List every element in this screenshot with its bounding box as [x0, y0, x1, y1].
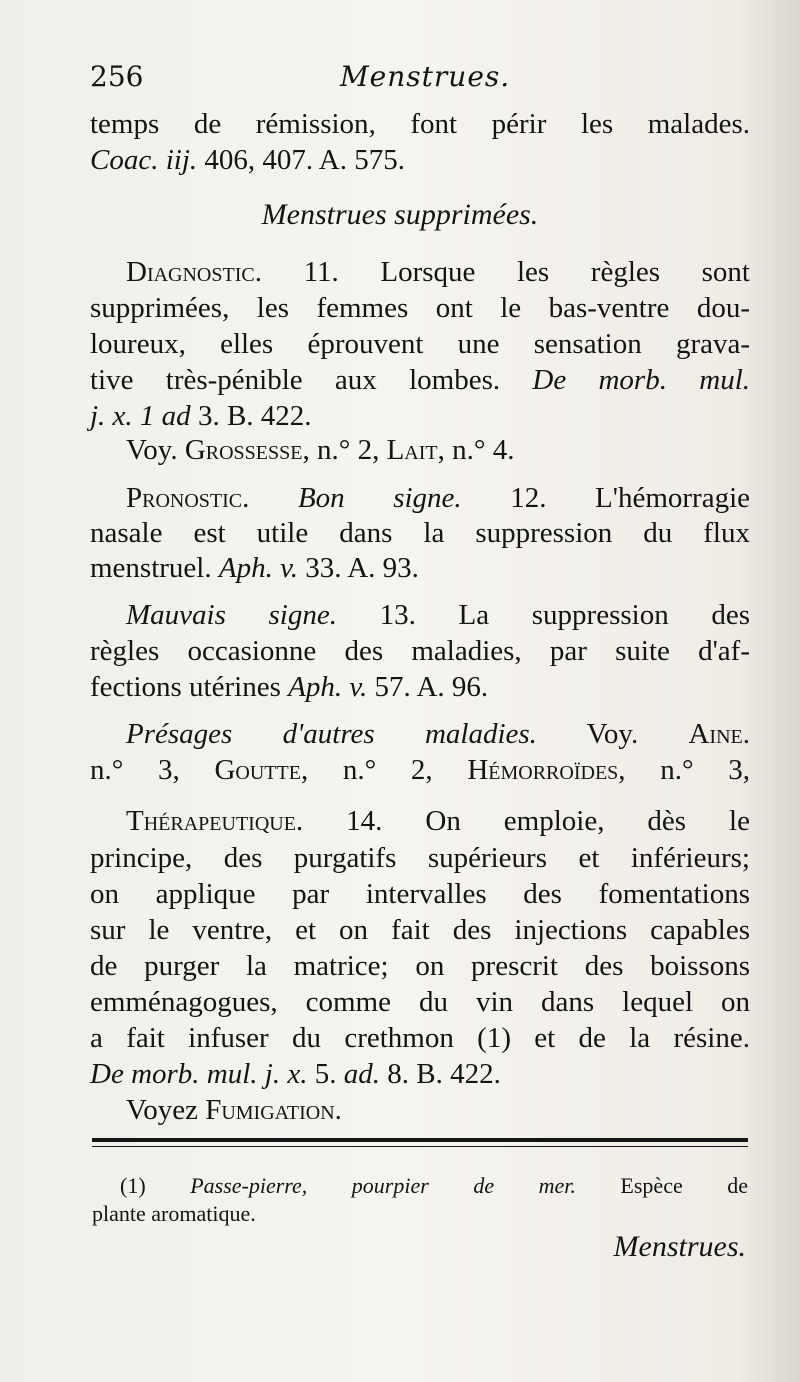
text-line: on applique par intervalles des fomentations	[90, 878, 750, 910]
text-line: Pronostic. Bon signe. 12. L'hémorragie	[126, 482, 750, 514]
sign-label: Bon signe.	[297, 482, 462, 514]
footnote-rule	[92, 1138, 748, 1142]
page-number: 256	[90, 60, 144, 93]
text-line: Voyez Fumigation.	[126, 1094, 342, 1126]
text-line: emménagogues, comme du vin dans lequel on	[90, 986, 750, 1018]
paragraph-label: Diagnostic.	[126, 256, 262, 288]
citation: De morb. mul. j. x.	[90, 1058, 308, 1090]
text-line: tive très-pénible aux lombes. De morb. mul.	[90, 364, 750, 396]
sign-label: Présages d'autres maladies.	[126, 718, 537, 750]
cross-reference: Fumigation	[205, 1094, 335, 1126]
paragraph-label: Thérapeutique.	[126, 805, 304, 837]
citation: Aph. v.	[288, 671, 368, 703]
text-line: loureux, elles éprouvent une sensation grava-	[90, 328, 750, 360]
text-line: nasale est utile dans la suppression du flux	[90, 517, 750, 549]
text-line: Voy. Grossesse, n.° 2, Lait, n.° 4.	[126, 434, 515, 466]
citation: Coac. iij.	[90, 144, 198, 176]
running-title: Menstrues.	[340, 60, 511, 93]
text-line: de purger la matrice; on prescrit des boissons	[90, 950, 750, 982]
text-line: temps de rémission, font périr les malades.	[90, 108, 750, 140]
text-line: menstruel. Aph. v. 33. A. 93.	[90, 552, 419, 584]
cross-reference: Aine	[688, 718, 743, 750]
text-line: Diagnostic. 11. Lorsque les règles sont	[126, 256, 750, 288]
citation: De morb. mul.	[532, 364, 750, 396]
text-line: n.° 3, Goutte, n.° 2, Hémorroïdes, n.° 3,	[90, 754, 750, 786]
page-header	[90, 60, 750, 100]
text-line: Thérapeutique. 14. On emploie, dès le	[126, 805, 750, 837]
text-line: De morb. mul. j. x. 5. ad. 8. B. 422.	[90, 1058, 501, 1090]
footnote-rule-thin	[92, 1146, 748, 1147]
text-line: Coac. iij. 406, 407. A. 575.	[90, 144, 405, 176]
text-line: principe, des purgatifs supérieurs et inférieurs;	[90, 842, 750, 874]
cross-reference: Lait	[386, 434, 438, 466]
footnote-line: plante aromatique.	[92, 1201, 256, 1226]
text-line: sur le ventre, et on fait des injections capables	[90, 914, 750, 946]
citation: j. x. 1 ad	[90, 400, 191, 432]
text-line: règles occasionne des maladies, par suite d'af-	[90, 635, 750, 667]
cross-reference: Grossesse	[184, 434, 303, 466]
footnote-term: Passe-pierre, pourpier de mer.	[190, 1173, 576, 1198]
section-heading: Menstrues supprimées.	[261, 198, 539, 231]
catchword: Menstrues.	[613, 1230, 746, 1263]
cross-reference: Goutte	[214, 754, 301, 786]
footnote-line: (1) Passe-pierre, pourpier de mer. Espèce de	[120, 1173, 749, 1198]
text-line: Mauvais signe. 13. La suppression des	[126, 599, 750, 631]
text-line: a fait infuser du crethmon (1) et de la résine.	[90, 1022, 750, 1054]
cross-reference: Hémorroïdes	[467, 754, 619, 786]
citation: Aph. v.	[218, 552, 299, 584]
text-line: fections utérines Aph. v. 57. A. 96.	[90, 671, 489, 703]
sign-label: Mauvais signe.	[126, 599, 337, 631]
text-line: supprimées, les femmes ont le bas-ventre dou-	[90, 292, 750, 324]
paragraph-label: Pronostic.	[126, 482, 250, 514]
text-line: j. x. 1 ad 3. B. 422.	[90, 400, 312, 432]
text-line: Présages d'autres maladies. Voy. Aine.	[126, 718, 750, 750]
